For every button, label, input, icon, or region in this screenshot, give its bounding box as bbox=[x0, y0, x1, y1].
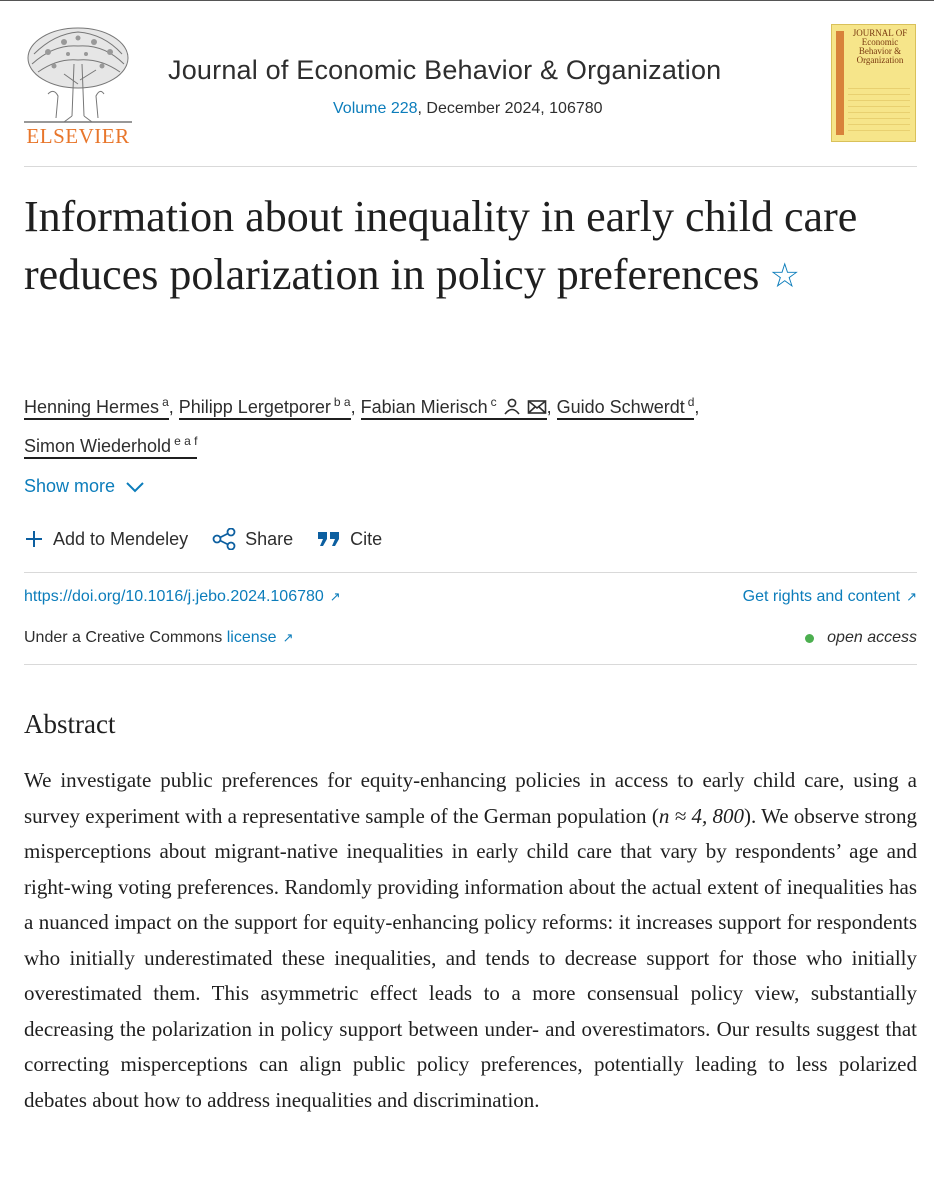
article-title-text: Information about inequality in early child care reduces polarization in policy preferences bbox=[24, 192, 858, 299]
author-name: Henning Hermes bbox=[24, 397, 160, 417]
star-icon[interactable]: ☆ bbox=[769, 258, 800, 295]
share-icon bbox=[212, 528, 236, 550]
actions-divider bbox=[24, 572, 917, 573]
elsevier-wordmark: ELSEVIER bbox=[26, 124, 130, 148]
open-access-label: open access bbox=[827, 629, 917, 646]
journal-title[interactable]: Journal of Economic Behavior & Organization bbox=[168, 55, 722, 85]
affiliation-marker: e a f bbox=[174, 434, 198, 448]
mendeley-label: Add to Mendeley bbox=[53, 528, 189, 549]
article-title bbox=[24, 188, 904, 306]
open-access-badge bbox=[805, 629, 917, 647]
author-link[interactable] bbox=[179, 397, 351, 420]
license-link-text: license bbox=[226, 629, 277, 646]
quote-icon bbox=[317, 530, 341, 548]
rights-and-content-link[interactable] bbox=[743, 588, 917, 606]
license-link[interactable] bbox=[227, 629, 294, 646]
external-link-icon: ↗ bbox=[906, 589, 917, 604]
cite-button[interactable] bbox=[317, 529, 382, 550]
abstract-text bbox=[24, 763, 917, 1118]
affiliation-marker: a bbox=[162, 395, 169, 409]
volume-link[interactable]: Volume 228 bbox=[333, 100, 418, 117]
author-name: Philipp Lergetporer bbox=[178, 397, 331, 417]
cite-label: Cite bbox=[350, 528, 383, 549]
links-divider bbox=[24, 664, 917, 665]
abstract-heading: Abstract bbox=[24, 709, 116, 739]
chevron-down-icon bbox=[125, 481, 145, 493]
affiliation-marker: d bbox=[687, 395, 695, 409]
author-link[interactable] bbox=[24, 397, 169, 420]
plus-icon bbox=[24, 529, 44, 549]
author-list: Henning Hermes $^a$, Philipp Lergetporer $^{b a}$, Fabian Mierisch $^c$ , Guido Schwerdt $^d$, Simon Wiederhold $^{e a f}$ bbox=[24, 385, 904, 463]
abstract-part-1: We investigate public preferences for equity-enhancing policies in access to early child care, using a survey experiment with a representative sample of the German population ( bbox=[24, 768, 917, 828]
external-link-icon: ↗ bbox=[329, 589, 341, 604]
rights-text: Get rights and content bbox=[742, 588, 901, 605]
article-actions bbox=[24, 528, 406, 550]
elsevier-logo[interactable] bbox=[24, 24, 132, 146]
journal-header bbox=[0, 0, 934, 168]
author-link[interactable] bbox=[361, 397, 547, 420]
person-icon bbox=[503, 397, 521, 415]
show-more-label: Show more bbox=[24, 476, 116, 496]
add-to-mendeley-button[interactable] bbox=[24, 529, 188, 550]
sample-size-math: n ≈ 4, 800 bbox=[658, 803, 744, 828]
show-more-button[interactable] bbox=[24, 476, 145, 497]
affiliation-marker: c bbox=[490, 395, 497, 409]
external-link-icon: ↗ bbox=[282, 630, 294, 645]
author-link[interactable] bbox=[24, 436, 197, 459]
affiliation-marker: b a bbox=[333, 395, 351, 409]
open-access-dot-icon bbox=[805, 634, 814, 643]
doi-link[interactable] bbox=[24, 588, 341, 606]
license-prefix: Under a Creative Commons bbox=[24, 629, 223, 646]
cover-stripe bbox=[836, 31, 844, 135]
journal-cover-thumbnail[interactable] bbox=[831, 24, 916, 142]
cover-title: JOURNAL OF Economic Behavior & Organization bbox=[852, 28, 908, 65]
license-line bbox=[24, 629, 293, 647]
author-name: Guido Schwerdt bbox=[556, 397, 685, 417]
elsevier-tree-icon bbox=[24, 24, 132, 124]
author-name: Fabian Mierisch bbox=[360, 397, 488, 417]
author-link[interactable] bbox=[557, 397, 695, 420]
issue-details: , December 2024, 106780 bbox=[417, 100, 603, 117]
header-divider bbox=[24, 166, 917, 167]
author-name: Simon Wiederhold bbox=[24, 436, 172, 456]
issue-line bbox=[333, 100, 603, 118]
share-button[interactable] bbox=[212, 528, 293, 550]
cover-lines bbox=[848, 83, 910, 133]
share-label: Share bbox=[245, 528, 294, 549]
abstract-part-2: ). We observe strong misperceptions about migrant-native inequalities in early child care that vary by respondents’ age and right-wing voting preferences. Randomly providing information about the actual extent of inequalities has a nuanced impact on the support for equity-enhancing policy reforms: it increases support for respondents who initially underestimated these inequalities, and tends to decrease support for those who initially overestimated them. This asymmetric effect leads to a more consensual policy view, substantially decreasing the polarization in policy support between under- and overestimators. Our results suggest that correcting misperceptions can align public policy preferences, potentially leading to less polarized debates about how to address inequalities and discrimination. bbox=[24, 803, 917, 1112]
email-icon bbox=[527, 399, 547, 415]
doi-text: https://doi.org/10.1016/j.jebo.2024.106780 bbox=[24, 588, 324, 605]
